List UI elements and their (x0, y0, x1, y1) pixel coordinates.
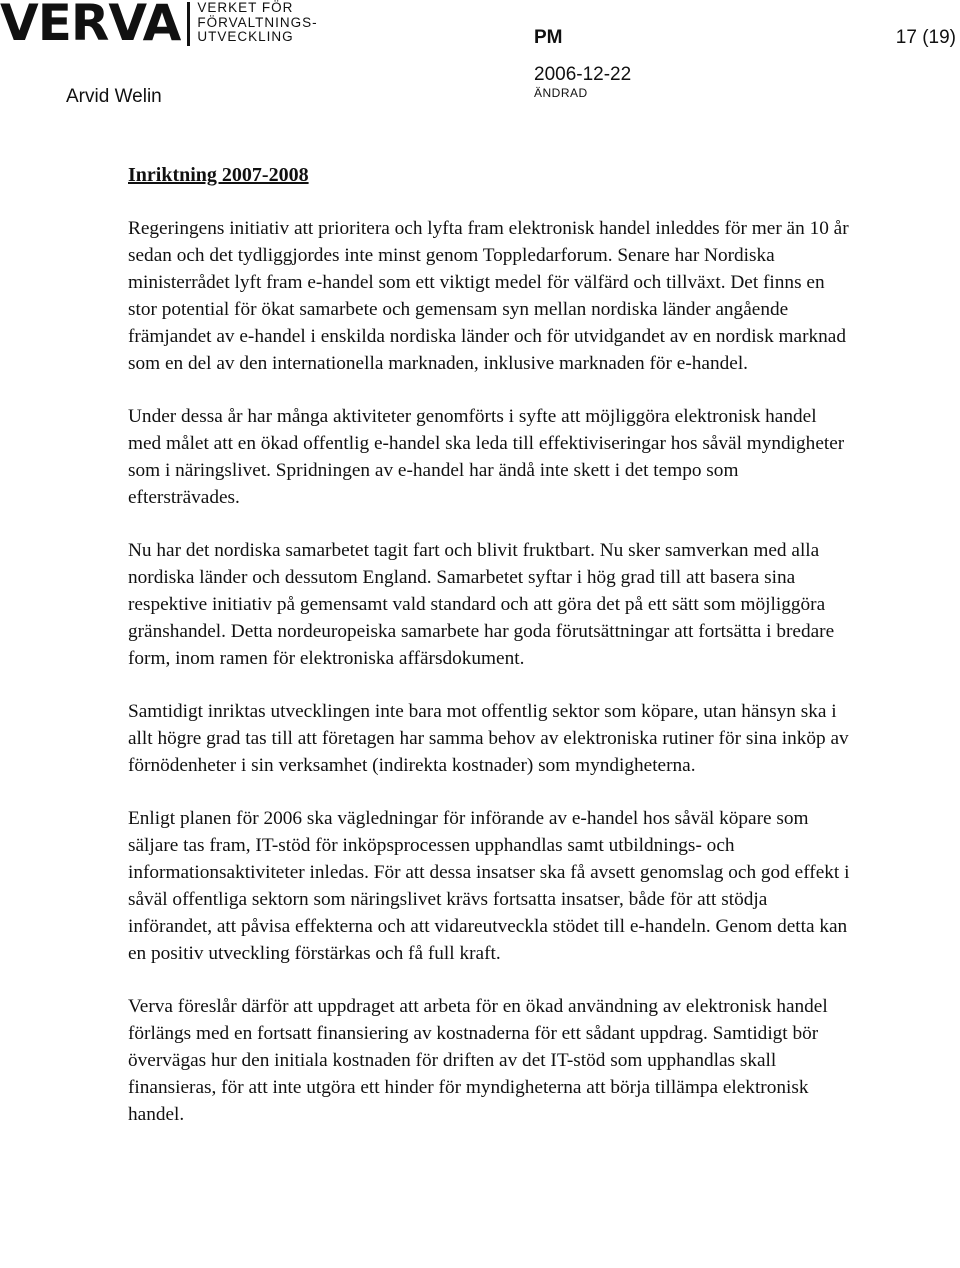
paragraph: Under dessa år har många aktiviteter genomförts i syfte att möjliggöra elektronisk handel med målet att en ökad offentlig e-handel ska leda till effektiviseringar hos såväl myndigheter som i näringslivet. Spridningen av e-handel har ändå inte skett i det tempo som eftersträvades. (128, 406, 845, 508)
logo-divider (187, 2, 190, 46)
logo-subtitle-line: FÖRVALTNINGS- (197, 14, 318, 30)
logo-subtitle-line: VERKET FÖR (197, 0, 294, 15)
page-number: 17 (19) (895, 27, 956, 48)
document-body (128, 162, 850, 1154)
document-date: 2006-12-22 (534, 64, 632, 85)
author-name: Arvid Welin (66, 86, 162, 107)
paragraph: Verva föreslår därför att uppdraget att arbeta för en ökad användning av elektronisk handel förlängs med en fortsatt finansiering av kostnaderna för ett sådant uppdrag. Samtidigt bör övervägas hur den initiala kostnaden för driften av det IT-stöd som upphandlas skall finansieras, för att inte utgöra ett hinder för myndigheterna att börja tillämpa elektronisk handel. (128, 996, 828, 1125)
document-status: ÄNDRAD (534, 86, 588, 100)
paragraph: Samtidigt inriktas utvecklingen inte bara mot offentlig sektor som köpare, utan hänsyn ska i allt högre grad tas till att företagen har samma behov av elektroniska rutiner för sina inköp av förnödenheter i sin verksamhet (indirekta kostnader) som myndigheterna. (128, 701, 849, 776)
paragraph: Enligt planen för 2006 ska vägledningar för införande av e-handel hos såväl köpare som säljare tas fram, IT-stöd för inköpsprocessen upphandlas samt utbildnings- och informationsaktiviteter inledas. För att dessa insatser ska få avsett genomslag och god effekt i såväl offentliga sektorn som näringslivet krävs fortsatta insatser, både för att stödja införandet, att påvisa effekterna och att vidareutveckla stödet till e-handeln. Genom detta kan en positiv utveckling förstärkas och få full kraft. (128, 808, 850, 964)
verva-logo (0, 0, 318, 52)
document-type: PM (534, 27, 563, 48)
paragraph: Regeringens initiativ att prioritera och lyfta fram elektronisk handel inleddes för mer än 10 år sedan och det tydliggjordes inte minst genom Toppledarforum. Senare har Nordiska ministerrådet lyft fram e-handel som ett viktigt medel för välfärd och tillväxt. Det finns en stor potential för ökat samarbete och gemensam syn mellan nordiska länder angående främjandet av e-handel i enskilda nordiska länder och för utvidgandet av en nordisk marknad som en del av den internationella marknaden, inklusive marknaden för e-handel. (128, 218, 849, 374)
logo-wordmark: VERVA (0, 0, 181, 52)
logo-subtitle-line: UTVECKLING (197, 29, 294, 44)
paragraph: Nu har det nordiska samarbetet tagit fart och blivit fruktbart. Nu sker samverkan med alla nordiska länder och dessutom England. Samarbetet syftar i hög grad till att basera sina respektive initiativ på gemensamt vald standard och att göra det på ett sätt som möjliggöra gränshandel. Detta nordeuropeiska samarbete har goda förutsättningar att fortsätta i bredare form, inom ramen för elektroniska affärsdokument. (128, 540, 835, 669)
section-heading: Inriktning 2007-2008 (128, 164, 309, 186)
logo-subtitle (197, 1, 317, 45)
